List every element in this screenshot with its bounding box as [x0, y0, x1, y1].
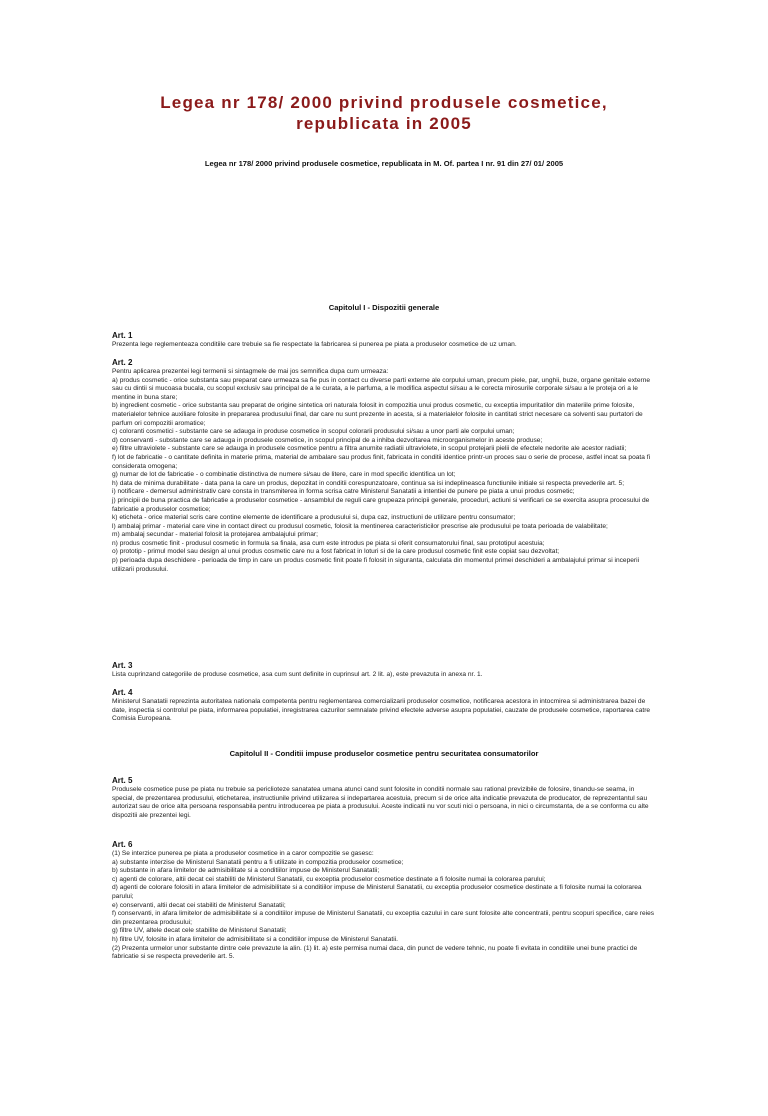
chapter-heading-1: Capitolul I - Dispozitii generale — [328, 303, 440, 312]
article-paragraph: f) conservanti, in afara limitelor de admisibilitate si a conditiilor impuse de Ministerul Sanatatii, cu exceptia cazului in care sunt folosite alte concentratii, pentru scopuri specifice, care reies din prezentarea produsului; — [112, 910, 655, 926]
article-paragraph: k) eticheta - orice material scris care contine elemente de identificare a produsului si, dupa caz, instructiuni de utilizare pentru consumator; — [112, 514, 516, 522]
article-paragraph: Ministerul Sanatatii reprezinta autoritatea nationala competenta pentru reglementarea comercializarii produselor cosmetice, notificarea acestora in intocmirea si administrarea bazei de date, inspectia si controlul pe piata, informarea populatiei, inregistrarea cazurilor semnalate privind efectele adverse asupra populatiei, cauzate de produsele cosmetice, raportarea catre Comisia Europeana. — [112, 698, 651, 723]
document-subtitle: Legea nr 178/ 2000 privind produsele cosmetice, republicata in M. Of. partea I nr. 91 din 27/ 01/ 2005 — [204, 159, 564, 168]
article-paragraph: o) prototip - primul model sau design al unui produs cosmetic care nu a fost fabricat in loturi si de la care produsul cosmetic finit este copiat sau dezvoltat; — [112, 548, 560, 556]
article-body — [112, 786, 656, 820]
article-paragraph: a) produs cosmetic - orice substanta sau preparat care urmeaza sa fie pus in contact cu diverse parti externe ale corpului uman, precum piele, par, unghii, buze, organe genitale externe sau cu dintii si mucoasa bucala, cu scopul exclusiv sau principal de a le curata, a le parfuma, a le modifica aspectul si/sau a le corecta mirosurile corporale si/sau a le proteja ori a le mentine in buna stare; — [112, 376, 651, 401]
article-paragraph: d) conservanti - substante care se adauga in produsele cosmetice, in scopul principal de a inhiba dezvoltarea microorganismelor in aceste produse; — [112, 436, 543, 444]
article-paragraph: j) principii de buna practica de fabricatie a produselor cosmetice - ansamblul de reguli care grupeaza principii generale, proceduri, actiuni si verificari ce se exercita asupra procesului de fabricatie a produselor cosmetice; — [112, 496, 650, 513]
article-paragraph: (1) Se interzice punerea pe piata a produselor cosmetice in a caror compozitie se gasesc: — [112, 850, 374, 857]
document-page — [0, 92, 768, 1116]
article-heading: Art. 2 — [112, 358, 133, 367]
article-paragraph: b) substante in afara limitelor de admisibilitate si a conditiilor impuse de Ministerul Sanatatii; — [112, 867, 380, 875]
article-paragraph: Pentru aplicarea prezentei legi termenii si sintagmele de mai jos semnifica dupa cum urmeaza: — [112, 368, 389, 375]
article-paragraph: l) ambalaj primar - material care vine in contact direct cu produsul cosmetic, folosit la mentinerea caracteristicilor prescrise ale produsului pe toata perioada de valabilitate; — [112, 522, 608, 530]
article-3 — [112, 661, 656, 680]
article-4 — [112, 688, 656, 724]
article-paragraph: n) produs cosmetic finit - produsul cosmetic in formula sa finala, asa cum este introdus pe piata si oferit consumatorului final, sau prototipul acestuia; — [112, 539, 545, 547]
article-paragraph: Lista cuprinzand categoriile de produse cosmetice, asa cum sunt definite in cuprinsul art. 2 lit. a), este prevazuta in anexa nr. 1. — [112, 671, 483, 678]
article-paragraph: b) ingredient cosmetic - orice substanta sau preparat de origine sintetica ori naturala folosit in compozitia unui produs cosmetic, cu exceptia impuritatilor din materiile prime folosite, materialelor tehnice auxiliare folosite in prepararea produsului final, dar care nu sunt prezente in acesta, si a materialelor folosite in cantitati strict necesare ca solventi sau purtatori de parfum ori compozitii aromatice; — [112, 402, 643, 427]
article-paragraph: (2) Prezenta urmelor unor substante dintre cele prevazute la alin. (1) lit. a) este permisa numai daca, din punct de vedere tehnic, nu poate fi evitata in conditiile unei bune practici de fabricatie si se respecta prevederile art. 5. — [112, 944, 638, 961]
article-paragraph: f) lot de fabricatie - o cantitate definita in materie prima, material de ambalare sau produs finit, fabricata in conditii identice printr-un proces sau o serie de procese, astfel incat sa poata fi considerata omogena; — [112, 453, 651, 470]
article-heading: Art. 4 — [112, 688, 133, 697]
page-title: Legea nr 178/ 2000 privind produsele cosmetice, republicata in 2005 — [160, 93, 608, 133]
chapter-heading-2: Capitolul II - Conditii impuse produselor cosmetice pentru securitatea consumatorilor — [229, 749, 539, 758]
article-body — [112, 368, 656, 574]
article-6 — [112, 840, 656, 962]
article-paragraph: Prezenta lege reglementeaza conditiile care trebuie sa fie respectate la fabricarea si punerea pe piata a produselor cosmetice de uz uman. — [112, 341, 517, 348]
article-paragraph: h) data de minima durabilitate - data pana la care un produs, depozitat in conditii corespunzatoare, continua sa isi indeplineasca functiunile initiale si respecta prevederile art. 5; — [112, 479, 625, 487]
article-paragraph: h) filtre UV, folosite in afara limitelor de admisibilitate si a conditiilor impuse de Ministerul Sanatatii. — [112, 935, 398, 943]
article-paragraph: i) notificare - demersul administrativ care consta in transmiterea in forma scrisa catre Ministerul Sanatatii a intentiei de punere pe piata a unui produs cosmetic; — [112, 488, 575, 496]
article-1 — [112, 331, 656, 350]
article-paragraph: g) filtre UV, altele decat cele stabilite de Ministerul Sanatatii; — [112, 927, 287, 935]
article-heading: Art. 3 — [112, 661, 133, 670]
article-paragraph: c) coloranti cosmetici - substante care se adauga in produse cosmetice in scopul colorarii produsului si/sau a unor parti ale corpului uman; — [112, 428, 515, 436]
article-paragraph: e) conservanti, altii decat cei stabiliti de Ministerul Sanatatii; — [112, 901, 286, 909]
article-paragraph: e) filtre ultraviolete - substante care se adauga in produsele cosmetice pentru a filtra anumite radiatii ultraviolete, in scopul protejarii pielii de efectele nedorite ale acestor radiatii; — [112, 445, 627, 453]
article-paragraph: g) numar de lot de fabricatie - o combinatie distinctiva de numere si/sau de litere, care in mod specific identifica un lot; — [112, 471, 456, 479]
article-paragraph: m) ambalaj secundar - material folosit la protejarea ambalajului primar; — [112, 531, 318, 539]
article-heading: Art. 6 — [112, 840, 133, 849]
article-2 — [112, 358, 656, 574]
article-body — [112, 671, 656, 680]
article-paragraph: p) perioada dupa deschidere - perioada de timp in care un produs cosmetic finit poate fi folosit in siguranta, calculata din momentul primei deschideri a ambalajului primar si inceperii utilizarii produsului. — [112, 557, 640, 573]
article-heading: Art. 5 — [112, 776, 133, 785]
article-paragraph: d) agenti de colorare folositi in afara limitelor de admisibilitate si a conditiilor impuse de Ministerul Sanatatii, cu exceptia produselor cosmetice destinate a fi folosite numai la colorarea parului; — [112, 884, 642, 900]
article-body — [112, 698, 656, 724]
article-paragraph: c) agenti de colorare, altii decat cei stabiliti de Ministerul Sanatatii, cu exceptia produselor cosmetice destinate a fi folosite numai la colorarea parului; — [112, 875, 546, 883]
article-5 — [112, 776, 656, 820]
article-paragraph: Produsele cosmetice puse pe piata nu trebuie sa periclioteze sanatatea umana atunci cand sunt folosite in conditii normale sau rational previzibile de folosire, tinandu-se seama, in special, de prezentarea produsului, etichetarea, instructiunile privind utilizarea si indepartarea acestuia, precum si de orice alta indicatie prevazuta de producator, de reprezentantul sau autorizat sau de orice alta persoana responsabila pentru introducerea pe piata a produsului. Aceste indicatii nu vor scuti nici o persoana, in nici o circumstanta, de a se conforma cu alte dispozitii ale prezentei legi. — [112, 786, 649, 819]
article-heading: Art. 1 — [112, 331, 133, 340]
article-body — [112, 850, 656, 962]
article-body — [112, 341, 656, 350]
article-paragraph: a) substante interzise de Ministerul Sanatatii pentru a fi utilizate in compozitia produselor cosmetice; — [112, 858, 404, 866]
